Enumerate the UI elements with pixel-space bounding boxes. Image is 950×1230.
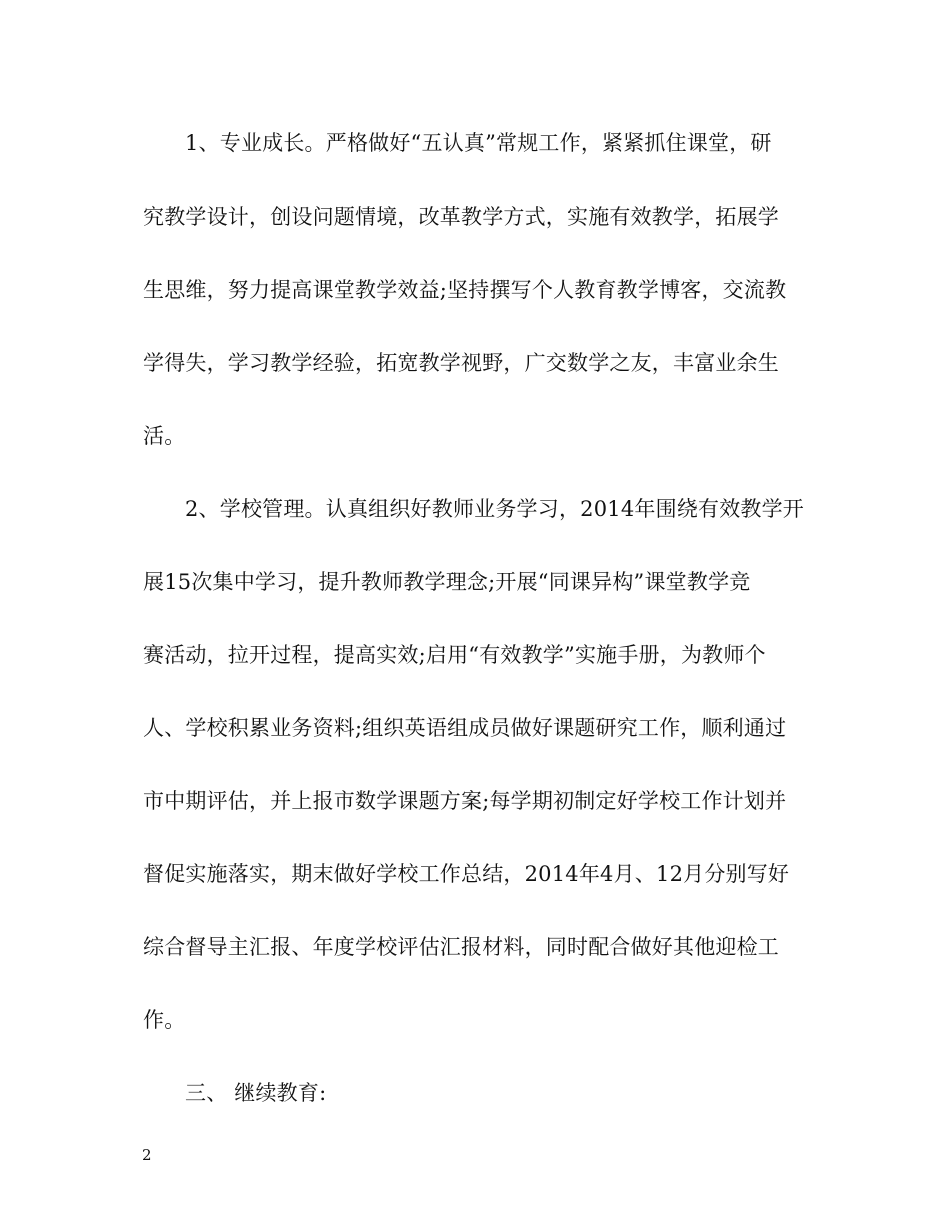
paragraph-line: 赛活动，拉开过程，提高实效;启用“有效教学”实施手册，为教师个 [143,643,766,667]
page-number: 2 [142,1146,152,1164]
paragraph-line: 活。 [143,424,186,448]
section-heading: 三、 继续教育: [185,1081,327,1105]
paragraph-line: 人、学校积累业务资料;组织英语组成员做好课题研究工作，顺利通过 [143,716,787,740]
paragraph-line: 究教学设计，创设问题情境，改革教学方式，实施有效教学，拓展学 [143,205,779,229]
paragraph-line: 展15次集中学习，提升教师教学理念;开展“同课异构”课堂教学竞 [143,570,751,594]
paragraph-line: 作。 [143,1008,186,1032]
paragraph-line: 学得失，学习教学经验，拓宽教学视野，广交数学之友，丰富业余生 [143,351,779,375]
paragraph-line: 生思维，努力提高课堂教学效益;坚持撰写个人教育教学博客，交流教 [143,278,787,302]
paragraph-line: 市中期评估，并上报市数学课题方案;每学期初制定好学校工作计划并 [143,789,787,813]
paragraph-line: 综合督导主汇报、年度学校评估汇报材料，同时配合做好其他迎检工 [143,935,779,959]
paragraph-line: 2、学校管理。认真组织好教师业务学习，2014年围绕有效教学开 [185,497,805,521]
paragraph-line: 督促实施落实，期末做好学校工作总结，2014年4月、12月分别写好 [143,862,790,886]
paragraph-line: 1、专业成长。严格做好“五认真”常规工作，紧紧抓住课堂，研 [185,131,772,155]
